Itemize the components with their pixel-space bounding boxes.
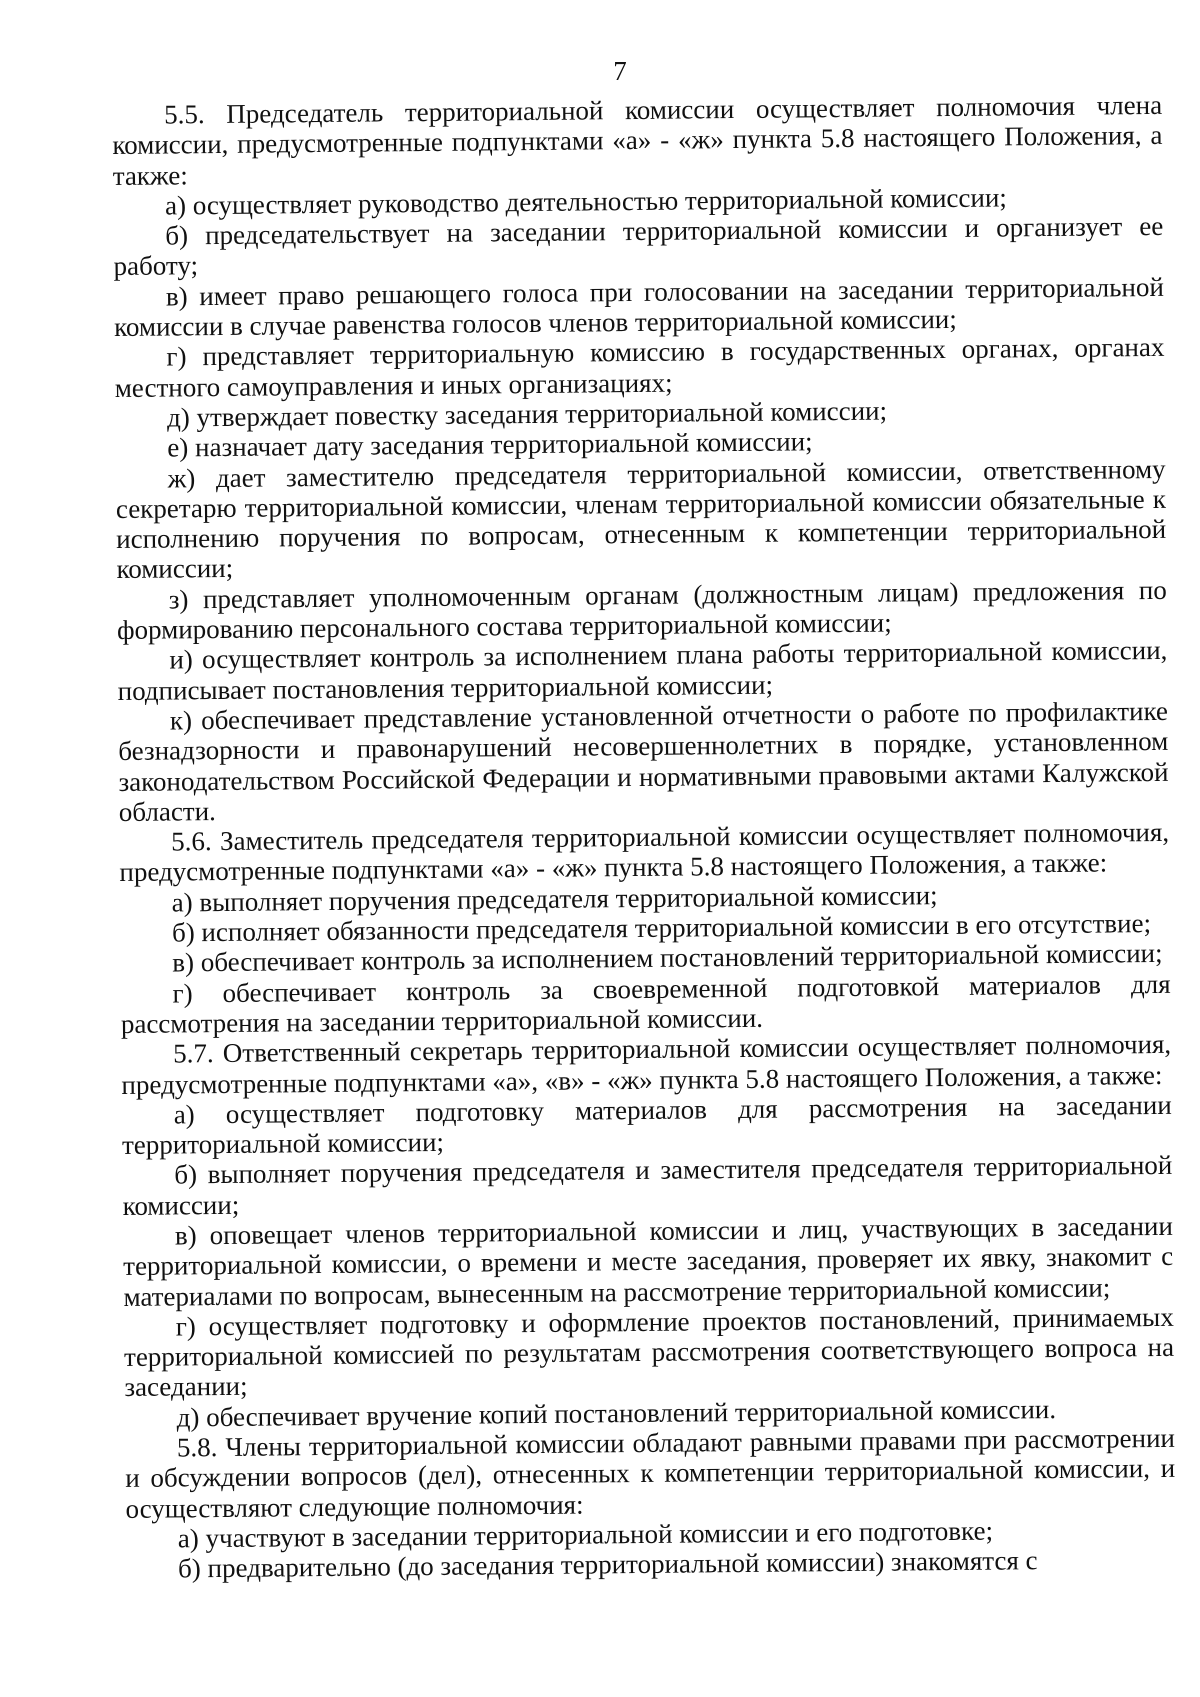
list-item: а) участвуют в заседании территориальной комиссии и его подготовке; <box>177 1515 994 1554</box>
list-item: в) обеспечивает контроль за исполнением постановлений территориальной комиссии; <box>172 938 1163 978</box>
list-item: г) обеспечивает контроль за своевременной подготовкой материалов для рассмотрения на заседании территориальной комиссии. <box>120 968 1171 1039</box>
paragraph-5-6: 5.6. Заместитель председателя территориальной комиссии осуществляет полномочия, предусмотренные подпунктами «а» - «ж» пункта 5.8 настоящего Положения, а также: <box>119 817 1170 888</box>
paragraph-5-7: 5.7. Ответственный секретарь территориальной комиссии осуществляет полномочия, предусмотренные подпунктами «а», «в» - «ж» пункта 5.8 настоящего Положения, а также: <box>121 1029 1172 1100</box>
list-item: д) утверждает повестку заседания территориальной комиссии; <box>166 395 888 433</box>
list-item: а) осуществляет руководство деятельностью территориальной комиссии; <box>164 182 1007 221</box>
list-item: г) осуществляет подготовку и оформление проектов постановлений, принимаемых территориальной комиссией по результатам рассмотрения соответствующего вопроса на заседании; <box>123 1301 1175 1403</box>
list-item: е) назначает дату заседания территориальной комиссии; <box>167 426 813 463</box>
list-item: з) представляет уполномоченным органам (должностным лицам) предложения по формированию персонального состава территориальной комиссии; <box>116 574 1167 646</box>
list-item: б) выполняет поручения председателя и заместителя председателя территориальной комиссии; <box>122 1150 1173 1221</box>
list-item: б) исполняет обязанности председателя территориальной комиссии в его отсутствие; <box>171 908 1152 948</box>
list-item: к) обеспечивает представление установленной отчетности о работе по профилактике безнадзорности и правонарушений несовершеннолетних в порядке, установленном законодательством Российской Федерации и нормативными правовыми актами Калужской области. <box>118 695 1169 827</box>
list-item: б) предварительно (до заседания территориальной комиссии) знакомятся с <box>177 1545 1038 1584</box>
paragraph-5-8: 5.8. Члены территориальной комиссии обладают равными правами при рассмотрении и обсуждении вопросов (дел), отнесенных к компетенции территориальной комиссии, и осуществляют следующие полномочия: <box>125 1422 1176 1524</box>
document-body <box>112 90 1176 1585</box>
list-item: б) председательствует на заседании территориальной комиссии и организует ее работу; <box>113 211 1164 282</box>
list-item: а) осуществляет подготовку материалов для рассмотрения на заседании территориальной комиссии; <box>121 1089 1172 1161</box>
list-item: а) выполняет поручения председателя территориальной комиссии; <box>171 879 938 918</box>
page-number: 7 <box>613 56 627 86</box>
list-item: г) представляет территориальную комиссию в государственных органах, органах местного самоуправления и иных организациях; <box>114 332 1165 403</box>
list-item: в) имеет право решающего голоса при голосовании на заседании территориальной комиссии в случае равенства голосов членов территориальной комиссии; <box>114 271 1164 343</box>
list-item: ж) дает заместителю председателя территориальной комиссии, ответственному секретарю территориальной комиссии, членам территориальной комиссии обязательные к исполнению поручения по вопросам, отнесенным к компетенции территориальной комиссии; <box>115 453 1167 585</box>
list-item: д) обеспечивает вручение копий постановлений территориальной комиссии. <box>176 1393 1057 1433</box>
paragraph-5-5: 5.5. Председатель территориальной комиссии осуществляет полномочия члена комиссии, предусмотренные подпунктами «а» - «ж» пункта 5.8 настоящего Положения, а также: <box>112 89 1163 191</box>
list-item: в) оповещает членов территориальной комиссии и лиц, участвующих в заседании территориальной комиссии, о времени и месте заседания, проверяет их явку, знакомит с материалами по вопросам, вынесенным на рассмотрение территориальной комиссии; <box>123 1210 1174 1312</box>
list-item: и) осуществляет контроль за исполнением плана работы территориальной комиссии, подписывает постановления территориальной комиссии; <box>117 635 1168 706</box>
